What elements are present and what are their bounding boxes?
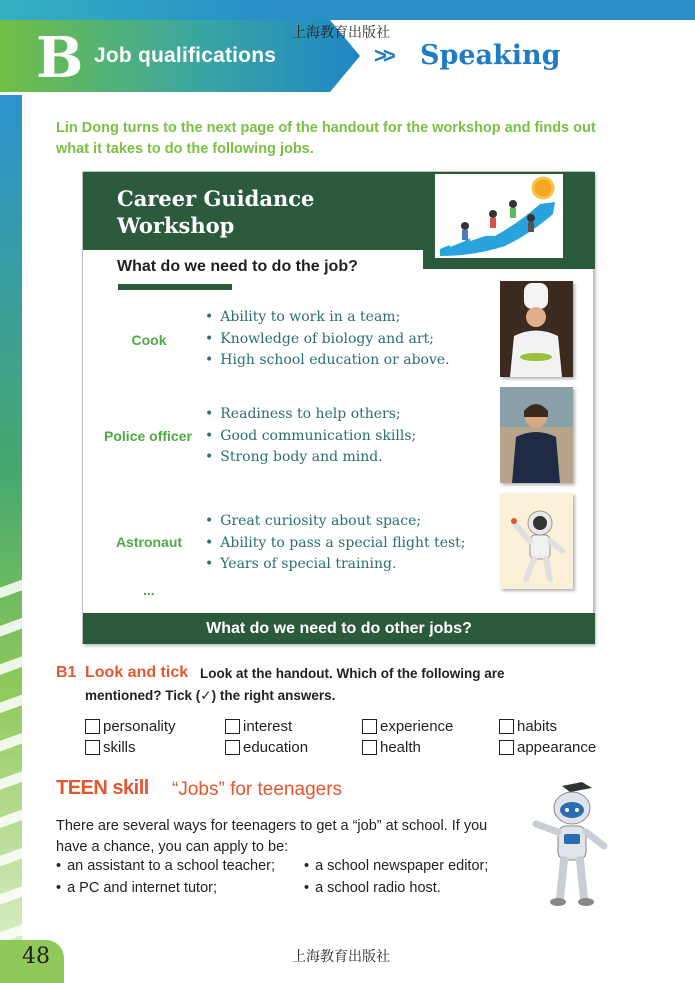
exercise-number: B1 <box>56 664 77 681</box>
police-requirements <box>205 404 416 469</box>
career-ladder-illustration <box>435 174 563 258</box>
checkbox[interactable] <box>499 719 514 734</box>
option-label: health <box>380 739 421 756</box>
left-bar-stripes <box>0 560 22 940</box>
handout-footer-question: What do we need to do other jobs? <box>83 613 595 644</box>
option-label: habits <box>517 718 558 735</box>
exercise-instruction-continued: mentioned? Tick (✓) the right answers. <box>85 688 336 703</box>
job-name-astronaut: Astronaut <box>115 534 183 550</box>
page-number: 48 <box>22 944 50 969</box>
astronaut-photo <box>500 493 573 589</box>
checkbox[interactable] <box>85 740 100 755</box>
checkbox[interactable] <box>499 740 514 755</box>
requirement-item: • Readiness to help others; <box>205 404 416 426</box>
requirement-item: • Knowledge of biology and art; <box>205 329 450 351</box>
option-label: education <box>243 739 309 756</box>
option-label: personality <box>103 718 176 735</box>
more-jobs-ellipsis: ... <box>143 582 155 598</box>
option-label: appearance <box>517 739 597 756</box>
publisher-watermark: 上海教育出版社 <box>292 25 390 41</box>
handout-title: Career Guidance Workshop <box>117 186 315 238</box>
teen-bullet: • a school radio host. <box>304 880 441 896</box>
checkbox[interactable] <box>362 740 377 755</box>
footer-publisher: 上海教育出版社 <box>292 949 390 965</box>
exercise-title: Look and tick <box>85 664 189 681</box>
checkbox[interactable] <box>225 740 240 755</box>
teen-skill-subtitle: “Jobs” for teenagers <box>172 779 343 800</box>
option-label: experience <box>380 718 454 735</box>
cook-requirements <box>205 307 450 372</box>
double-arrow-icon: >> <box>374 43 392 68</box>
option-appearance[interactable] <box>499 739 596 756</box>
teen-skill-text: There are several ways for teenagers to get a “job” at school. If you have a chance, you can apply to be: <box>56 818 488 855</box>
checkbox[interactable] <box>85 719 100 734</box>
section-letter: B <box>36 25 84 91</box>
question-underline <box>118 284 232 290</box>
teen-bullet: • a school newspaper editor; <box>304 858 488 874</box>
intro-text: Lin Dong turns to the next page of the handout for the workshop and finds out what it takes to do the following jobs. <box>56 120 596 157</box>
requirement-item: • Strong body and mind. <box>205 447 416 469</box>
top-stripe-right <box>270 0 695 20</box>
teen-bullet: • an assistant to a school teacher; <box>56 858 275 874</box>
section-title: Job qualifications <box>94 44 277 67</box>
job-name-cook: Cook <box>131 332 167 348</box>
option-label: skills <box>103 739 136 756</box>
handout-card <box>82 171 594 644</box>
option-experience[interactable] <box>362 718 453 735</box>
requirement-item: • Years of special training. <box>205 554 466 576</box>
requirement-item: • Great curiosity about space; <box>205 511 466 533</box>
job-name-police-officer: Police officer <box>104 428 192 444</box>
teen-skill-label: TEEN skill <box>56 777 149 799</box>
option-health[interactable] <box>362 739 421 756</box>
checkbox[interactable] <box>362 719 377 734</box>
section-skill-title: Speaking <box>420 40 561 71</box>
requirement-item: • Ability to work in a team; <box>205 307 450 329</box>
option-skills[interactable] <box>85 739 136 756</box>
option-education[interactable] <box>225 739 308 756</box>
police-officer-photo <box>500 387 573 483</box>
robot-illustration <box>522 780 614 912</box>
handout-question: What do we need to do the job? <box>117 258 358 275</box>
option-interest[interactable] <box>225 718 292 735</box>
teen-bullet: • a PC and internet tutor; <box>56 880 217 896</box>
requirement-item: • Good communication skills; <box>205 426 416 448</box>
checkbox[interactable] <box>225 719 240 734</box>
cook-photo <box>500 281 573 377</box>
astronaut-requirements <box>205 511 466 576</box>
option-habits[interactable] <box>499 718 557 735</box>
requirement-item: • Ability to pass a special flight test; <box>205 533 466 555</box>
option-personality[interactable] <box>85 718 176 735</box>
exercise-instruction: Look at the handout. Which of the following are <box>200 666 505 681</box>
option-label: interest <box>243 718 293 735</box>
requirement-item: • High school education or above. <box>205 350 450 372</box>
